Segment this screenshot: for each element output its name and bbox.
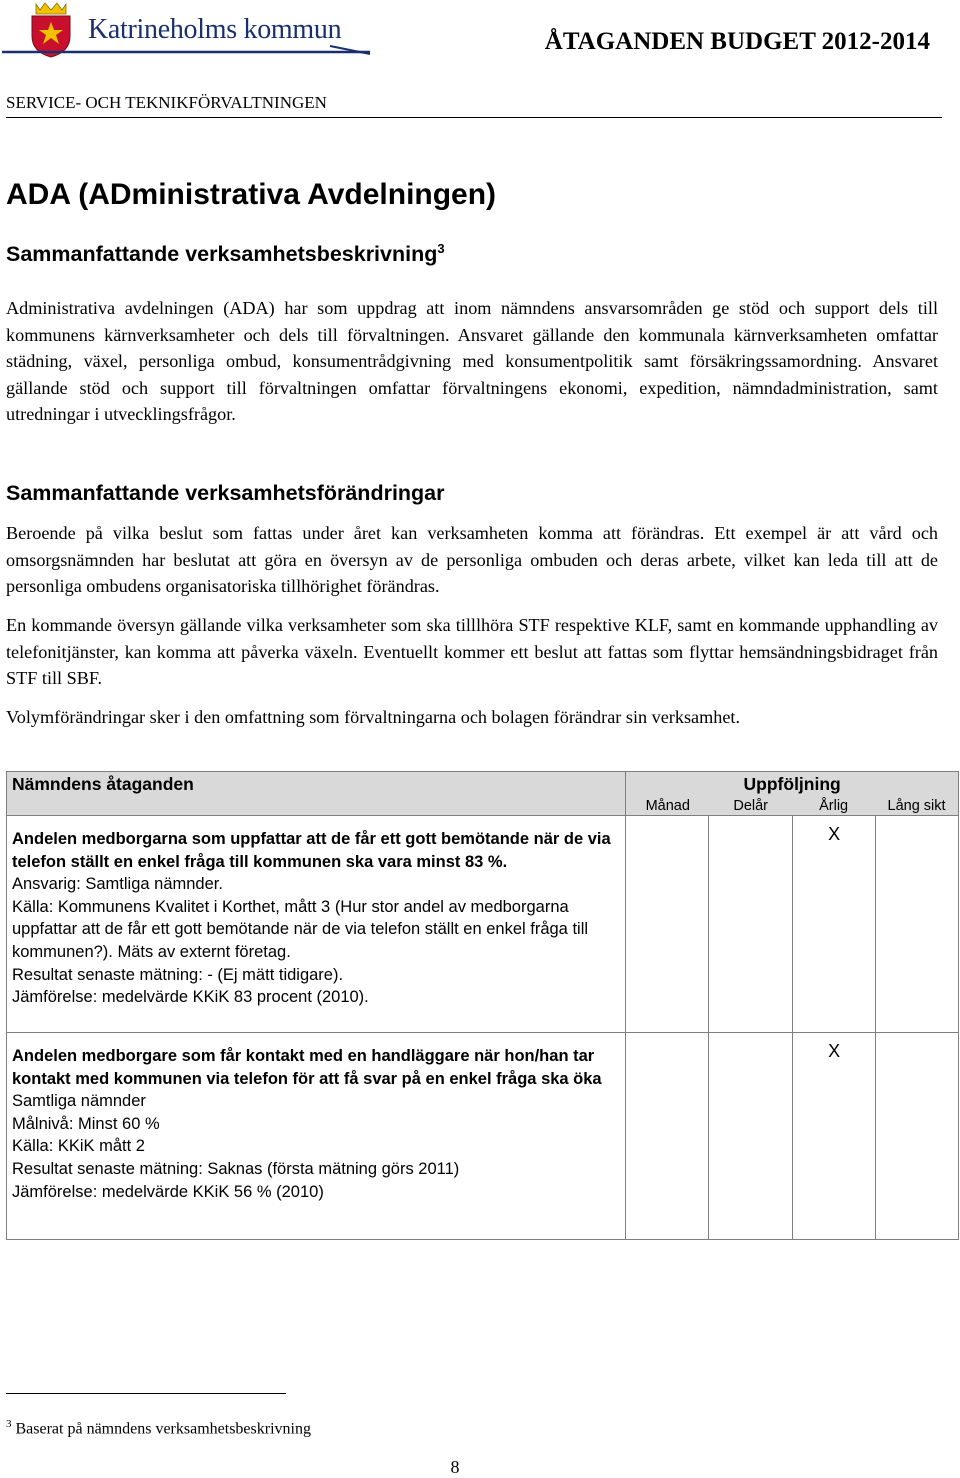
document-title: ÅTAGANDEN BUDGET 2012-2014	[544, 28, 930, 55]
mark-interim	[709, 1033, 793, 1240]
department-name: SERVICE- OCH TEKNIKFÖRVALTNINGEN	[6, 93, 327, 112]
page-title: ADA (ADministrativa Avdelningen)	[6, 178, 497, 211]
commitment-detail: Jämförelse: medelvärde KKiK 83 procent (2010).	[12, 988, 369, 1007]
commitment-detail: Samtliga nämnder	[12, 1092, 146, 1111]
table-header-row	[7, 772, 959, 816]
column-long-term: Lång sikt	[887, 798, 946, 814]
commitment-goal: Andelen medborgare som får kontakt med en handläggare när hon/han tar kontakt med kommunen via telefon för att få svar på en enkel fråga ska öka	[12, 1047, 602, 1088]
column-annual: Årlig	[819, 798, 849, 814]
footnote-divider	[6, 1393, 286, 1394]
changes-paragraph-3: Volymförändringar sker i den omfattning som förvaltningarna och bolagen förändrar sin verksamhet.	[6, 707, 741, 727]
commitment-detail: Jämförelse: medelvärde KKiK 56 % (2010)	[12, 1182, 324, 1201]
commitment-goal: Andelen medborgarna som uppfattar att de får ett gott bemötande när de via telefon ställt en enkel fråga till kommunen ska vara minst 83 %.	[12, 830, 611, 871]
section-heading-changes: Sammanfattande verksamhetsförändringar	[6, 481, 445, 505]
footnote	[6, 1418, 311, 1438]
mark-annual: X	[793, 816, 876, 1033]
changes-paragraph-1: Beroende på vilka beslut som fattas under året kan verksamheten komma att förändras. Ett exempel är att vård och omsorgsnämnden har beslutat att göra en översyn av de personliga ombuden och deras arbete, vilket kan leda till att de personliga ombudens organisatoriska tillhörighet förändras.	[6, 523, 938, 596]
commitment-detail: Källa: KKiK mått 2	[12, 1137, 145, 1156]
table-row	[7, 1033, 959, 1240]
table-row	[7, 816, 959, 1033]
page-number: 8	[450, 1457, 460, 1477]
header-commitments: Nämndens åtaganden	[7, 772, 626, 816]
footnote-number: 3	[6, 1418, 12, 1430]
commitment-detail: Källa: Kommunens Kvalitet i Korthet, mått 3 (Hur stor andel av medborgarna uppfattar att de får ett gott bemötande när de via telefon ställt en enkel fråga till kommunen?). Mäts av externt företag.	[12, 897, 589, 961]
header-followup	[626, 772, 959, 816]
mark-month	[626, 1033, 709, 1240]
commitment-cell	[7, 816, 626, 1033]
commitment-detail: Resultat senaste mätning: - (Ej mätt tidigare).	[12, 965, 344, 984]
section-heading-description: Sammanfattande verksamhetsbeskrivning$^3$	[6, 241, 445, 267]
followup-title: Uppföljning	[743, 774, 841, 794]
footnote-text: Baserat på nämndens verksamhetsbeskrivning	[15, 1420, 311, 1438]
header-divider	[6, 117, 942, 118]
column-interim: Delår	[733, 798, 768, 814]
logo-swoosh	[0, 44, 372, 56]
commitments-table	[6, 771, 959, 1240]
footnote-ref: 3	[437, 241, 445, 256]
mark-interim	[709, 816, 793, 1033]
description-paragraph: Administrativa avdelningen (ADA) har som uppdrag att inom nämndens ansvarsområden ge stöd och support dels till kommunens kärnverksamheter och dels till förvaltningen. Ansvaret gällande den kommunala kärnverksamheten omfattar städning, växel, personliga ombud, konsumentrådgivning med konsumentpolitik samt försäkringssamordning. Ansvaret gällande stöd och support till förvaltningen omfattar förvaltningens ekonomi, expedition, nämndadministration, samt utredningar i utvecklingsfrågor.	[6, 298, 938, 424]
mark-annual: X	[793, 1033, 876, 1240]
org-logo-text: Katrineholms kommun	[88, 14, 342, 45]
mark-long-term	[876, 1033, 959, 1240]
commitment-detail: Ansvarig: Samtliga nämnder.	[12, 875, 223, 894]
mark-long-term	[876, 816, 959, 1033]
followup-columns	[626, 797, 958, 815]
commitment-cell	[7, 1033, 626, 1240]
commitment-detail: Resultat senaste mätning: Saknas (första mätning görs 2011)	[12, 1159, 460, 1178]
commitment-detail: Målnivå: Minst 60 %	[12, 1114, 160, 1133]
mark-month	[626, 816, 709, 1033]
changes-paragraph-2: En kommande översyn gällande vilka verksamheter som ska tilllhöra STF respektive KLF, samt en kommande upphandling av telefonitjänster, kan komma att påverka växeln. Eventuellt kommer ett beslut att fattas som flyttar hemsändningsbidraget från STF till SBF.	[6, 615, 938, 688]
column-month: Månad	[645, 798, 690, 814]
